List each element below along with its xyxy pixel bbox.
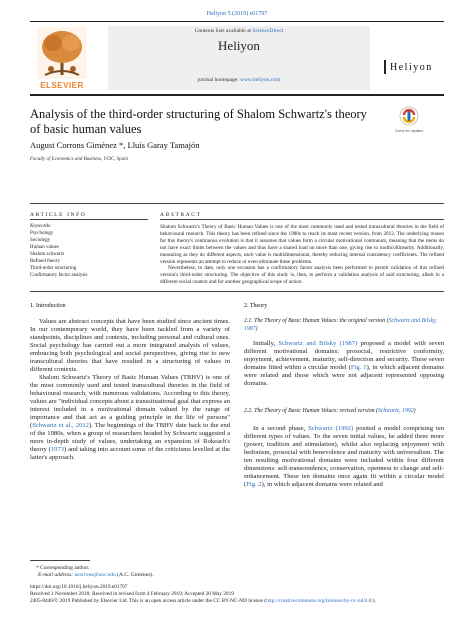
figure-link[interactable]: Fig. 1 <box>350 364 367 371</box>
info-top-rule <box>30 203 444 204</box>
body-paragraph <box>244 340 444 388</box>
body-paragraph <box>244 425 444 489</box>
license-link[interactable]: http://creativecommons.org/licenses/by-nc-nd/4.0/ <box>266 598 373 604</box>
homepage-link[interactable]: www.heliyon.com <box>240 77 281 83</box>
keyword-item: Third-order structuring <box>30 266 77 271</box>
homepage-prefix: journal homepage: <box>197 77 241 83</box>
keyword-item: Shalom schwartz <box>30 252 65 257</box>
homepage-line <box>108 77 370 83</box>
citation-link[interactable]: Schwartz (1992) <box>308 425 354 432</box>
email-label: E-mail address: <box>38 572 75 578</box>
text-run: ) <box>255 325 258 332</box>
left-column-body <box>30 318 230 462</box>
contents-line <box>108 28 370 34</box>
authors: August Corrons Giménez *, Lluís Garay Tamajón <box>30 140 200 150</box>
text-run: 2.1. The Theory of Basic Human Values: the original version ( <box>244 318 389 324</box>
article-info-heading: ARTICLE INFO <box>30 212 87 218</box>
publisher-name: ELSEVIER <box>40 81 84 90</box>
text-run: ). The beginnings of the TBHV date back to the end of the 1980s, when a group of researchers headed by Schwartz suggested a more in-depth study of values, undertaking an expansion of Rokeach's theory ( <box>30 422 231 453</box>
license-text: ). <box>372 598 376 604</box>
license-text: 2405-8440/© 2019 Published by Elsevier Ltd. This is an open access article under the CC BY-NC-ND license ( <box>30 598 267 604</box>
email-suffix: (A.C. Giménez). <box>115 572 154 578</box>
right-column-body-2 <box>244 425 444 489</box>
text-run: proposed a model with seven different motivational domains: prosocial, restrictive conformity, enjoyment, achievement, maturity, self-direction and security. These seven domains fitted within a circular model ( <box>244 340 444 371</box>
footnote-rule <box>30 560 90 561</box>
check-for-updates-label[interactable]: Check for updates <box>394 129 424 133</box>
sciencedirect-link[interactable]: ScienceDirect <box>252 28 284 34</box>
keyword-item: Refined theory <box>30 259 60 264</box>
citation-link[interactable]: Schwartz et al., 2012 <box>32 422 89 429</box>
license-line <box>30 598 450 604</box>
info-bottom-rule <box>30 291 444 292</box>
subsection-heading-revised <box>244 408 444 416</box>
affiliation: Faculty of Economics and Business, UOC, Spain <box>30 157 129 162</box>
doi-link[interactable]: https://doi.org/10.1016/j.heliyon.2019.e01797 <box>30 584 128 590</box>
citation-link[interactable]: Schwartz, 1992 <box>377 408 414 414</box>
article-title: Analysis of the third-order structuring of Shalom Schwartz's theory of basic human values <box>30 107 367 136</box>
body-paragraph: Values are abstract concepts that have been studied since ancient times. In our contemporary world, they have been tackled from a variety of standpoints, disciplines and contexts, including personal and cultural ones. Social psychology has carried out a more integrated analysis of values, embracing both psychological and social perspectives, giving rise to new transcultural theories that have resulted in a structuring of values in different contexts. <box>30 318 230 373</box>
text-run: In a second phase, <box>253 425 309 432</box>
section-heading-introduction: 1. Introduction <box>30 303 66 309</box>
subsection-heading-original <box>244 318 444 333</box>
abstract-paragraph: Nevertheless, to date, only one occasion has a confirmatory factor analysis been performed to permit validation of this refined version's third-order structuring. The objective of this study is, then, to perform a validation analysis of said structuring, albeit in a different social context and for another geographical scope of action. <box>160 265 444 286</box>
email-line <box>38 572 154 578</box>
email-link[interactable]: acorrons@uoc.edu <box>74 572 116 578</box>
right-column-body-1 <box>244 340 444 388</box>
brand-bar <box>384 60 386 74</box>
figure-link[interactable]: Fig. 2 <box>246 481 262 488</box>
body-paragraph <box>30 374 230 462</box>
keyword-item: Confirmatory factor analysis <box>30 273 88 278</box>
abstract-paragraph: Shalom Schwartz's Theory of Basic Human Values is one of the most commonly used and tested transcultural theories in the field of behavioural research. This theory has been refined since the 1980s to reach its most recent version, from 2012. The underlying reason for this theory's continuous evolution is that it assumes that values form a circular motivational continuum, meaning that the items do not have exact limits between the values and thus have a shared load on more than one, giving rise to multicollinearity. Additionally, measuring as they do different aspects, each value is multidimensional, thereby reducing internal consistency coefficients. The refined version represents an attempt to reduce or even eliminate these problems. <box>160 224 444 265</box>
received-dates: Received 1 November 2018; Received in revised form 4 February 2019; Accepted 20 May 2019 <box>30 591 234 597</box>
abstract-body <box>160 224 444 286</box>
keyword-item: Human values <box>30 245 59 250</box>
text-run: posited a model comprising ten different types of values. To the seven initial values, he added three more (power, tradition and stimulation), whilst also replacing enjoyment with hedonism, prosocial with benevolence and maturity with universalism. The ten resulting motivational domains were included within four different dimensions: self-transcendence, conservation, openness to change and self-enhancement. These ten domains once again fit within a circular model ( <box>244 425 445 488</box>
citation-link[interactable]: Schwartz and Bilsky (1987) <box>278 340 358 347</box>
text-run: 2.2. The Theory of Basic Human Values: revised version ( <box>244 408 378 414</box>
elsevier-tree-logo-icon <box>33 25 91 89</box>
keywords-label: Keywords: <box>30 224 52 229</box>
text-run: ), in which adjacent domains were related and <box>261 481 383 488</box>
info-sub-rule <box>30 219 148 220</box>
text-run: Shalom Schwartz's Theory of Basic Human Values (TBHV) is one of the most commonly used and tested transcultural theories in the field of behavioural research, with numerous validations. According to this theory, values are "individual concepts about a transsituational goal that express an interest included in a motivational domain valued by the range of importance and that act as a guiding principle in the life of persons" ( <box>30 374 230 429</box>
keyword-item: Sociology <box>30 238 51 243</box>
citation-link[interactable]: Schwartz and Bilsky, 1987 <box>244 318 437 332</box>
contents-prefix: Contents lists available at <box>194 28 253 34</box>
citation-link[interactable]: 1973 <box>50 446 65 453</box>
corresponding-author-note: * Corresponding author. <box>36 565 90 571</box>
keyword-item: Psychology <box>30 231 54 236</box>
text-run: ) <box>413 408 416 414</box>
brand-mark: Heliyon <box>390 62 433 73</box>
abstract-heading: ABSTRACT <box>160 212 202 218</box>
text-run: Initially, <box>253 340 279 347</box>
journal-name: Heliyon <box>218 38 260 53</box>
journal-citation[interactable]: Heliyon 5 (2019) e01797 <box>206 11 268 17</box>
abstract-sub-rule <box>160 219 444 220</box>
text-run: ) and taking into account some of the criticisms levelled at the latter's approach. <box>30 446 230 461</box>
section-heading-theory: 2. Theory <box>244 303 268 309</box>
text-run: ), in which adjacent domains were related and those which were not adjacent represented opposing domains. <box>244 364 444 387</box>
